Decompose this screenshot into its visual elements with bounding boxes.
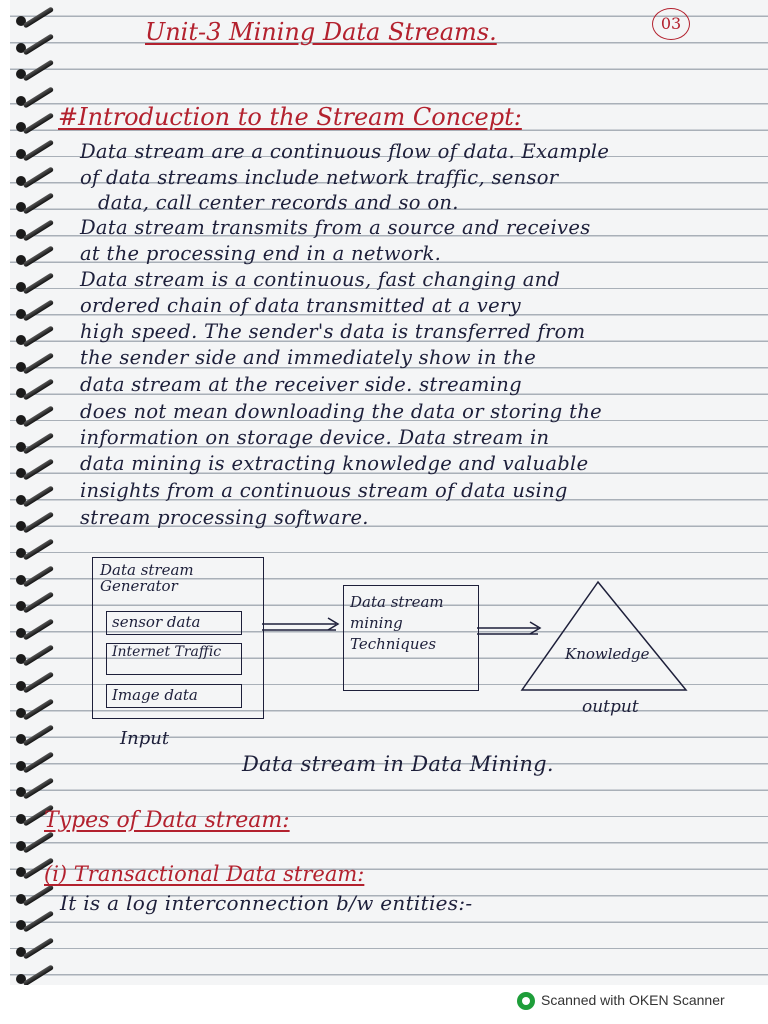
binding-wire (23, 326, 54, 348)
binding-wire (23, 246, 54, 268)
page-title: Unit-3 Mining Data Streams. (145, 18, 497, 46)
binding-wire (23, 831, 54, 853)
page-number: 03 (652, 8, 690, 40)
scanner-logo-icon (517, 992, 535, 1010)
source-sensor-label: sensor data (112, 613, 201, 631)
binding-wire (23, 751, 54, 773)
notebook-page (10, 0, 768, 985)
scanner-watermark: Scanned with OKEN Scanner (541, 992, 725, 1008)
body-line: ordered chain of data transmitted at a very (80, 294, 521, 317)
source-internet-label: Internet Traffic (112, 644, 222, 660)
body-line: stream processing software. (80, 506, 369, 529)
arrow-head-1 (328, 618, 338, 630)
types-subheading: (i) Transactional Data stream: (44, 862, 365, 886)
body-line: data, call center records and so on. (98, 191, 459, 214)
body-line: at the processing end in a network. (80, 242, 442, 265)
binding-wire (23, 166, 54, 188)
binding-wire (23, 698, 54, 720)
binding-wire (23, 6, 54, 28)
binding-wire (23, 485, 54, 507)
binding-wire (23, 645, 54, 667)
binding-wire (23, 379, 54, 401)
binding-wire (23, 352, 54, 374)
binding-wire (23, 86, 54, 108)
spiral-binding (10, 0, 62, 985)
arrow-head-2 (530, 622, 540, 634)
binding-wire (23, 193, 54, 215)
binding-wire (23, 538, 54, 560)
binding-wire (23, 113, 54, 135)
binding-wire (23, 964, 54, 986)
body-line: information on storage device. Data stream in (80, 426, 550, 449)
binding-wire (23, 671, 54, 693)
body-line: the sender side and immediately show in the (80, 346, 537, 369)
binding-wire (23, 618, 54, 640)
body-line: data mining is extracting knowledge and valuable (80, 452, 589, 475)
input-label: Input (120, 728, 170, 749)
section-heading: #Introduction to the Stream Concept: (58, 103, 522, 131)
binding-wire (23, 432, 54, 454)
binding-wire (23, 33, 54, 55)
knowledge-triangle (522, 582, 686, 690)
body-line: Data stream is a continuous, fast changing and (80, 268, 561, 291)
binding-wire (23, 219, 54, 241)
binding-wire (23, 512, 54, 534)
output-label: output (582, 697, 639, 717)
source-image-label: Image data (112, 686, 198, 704)
binding-wire (23, 139, 54, 161)
binding-wire (23, 405, 54, 427)
binding-wire (23, 937, 54, 959)
binding-wire (23, 459, 54, 481)
diagram-caption: Data stream in Data Mining. (242, 752, 554, 776)
body-line: insights from a continuous stream of data using (80, 479, 568, 502)
binding-wire (23, 725, 54, 747)
types-heading: Types of Data stream: (44, 808, 290, 833)
binding-wire (23, 911, 54, 933)
binding-wire (23, 565, 54, 587)
binding-wire (23, 592, 54, 614)
binding-wire (23, 60, 54, 82)
binding-wire (23, 299, 54, 321)
binding-wire (23, 272, 54, 294)
generator-title: Data stream Generator (100, 561, 194, 595)
body-line: Data stream are a continuous flow of data. Example (80, 140, 610, 163)
body-line: Data stream transmits from a source and receives (80, 216, 591, 239)
binding-wire (23, 778, 54, 800)
body-line: data stream at the receiver side. streaming (80, 373, 522, 396)
types-line: It is a log interconnection b/w entities:- (60, 891, 473, 915)
knowledge-label: Knowledge (565, 645, 650, 663)
technique-label: Data stream mining Techniques (350, 593, 444, 653)
body-line: of data streams include network traffic, sensor (80, 166, 559, 189)
binding-wire (23, 884, 54, 906)
body-line: high speed. The sender's data is transferred from (80, 320, 586, 343)
body-line: does not mean downloading the data or storing the (80, 400, 602, 423)
